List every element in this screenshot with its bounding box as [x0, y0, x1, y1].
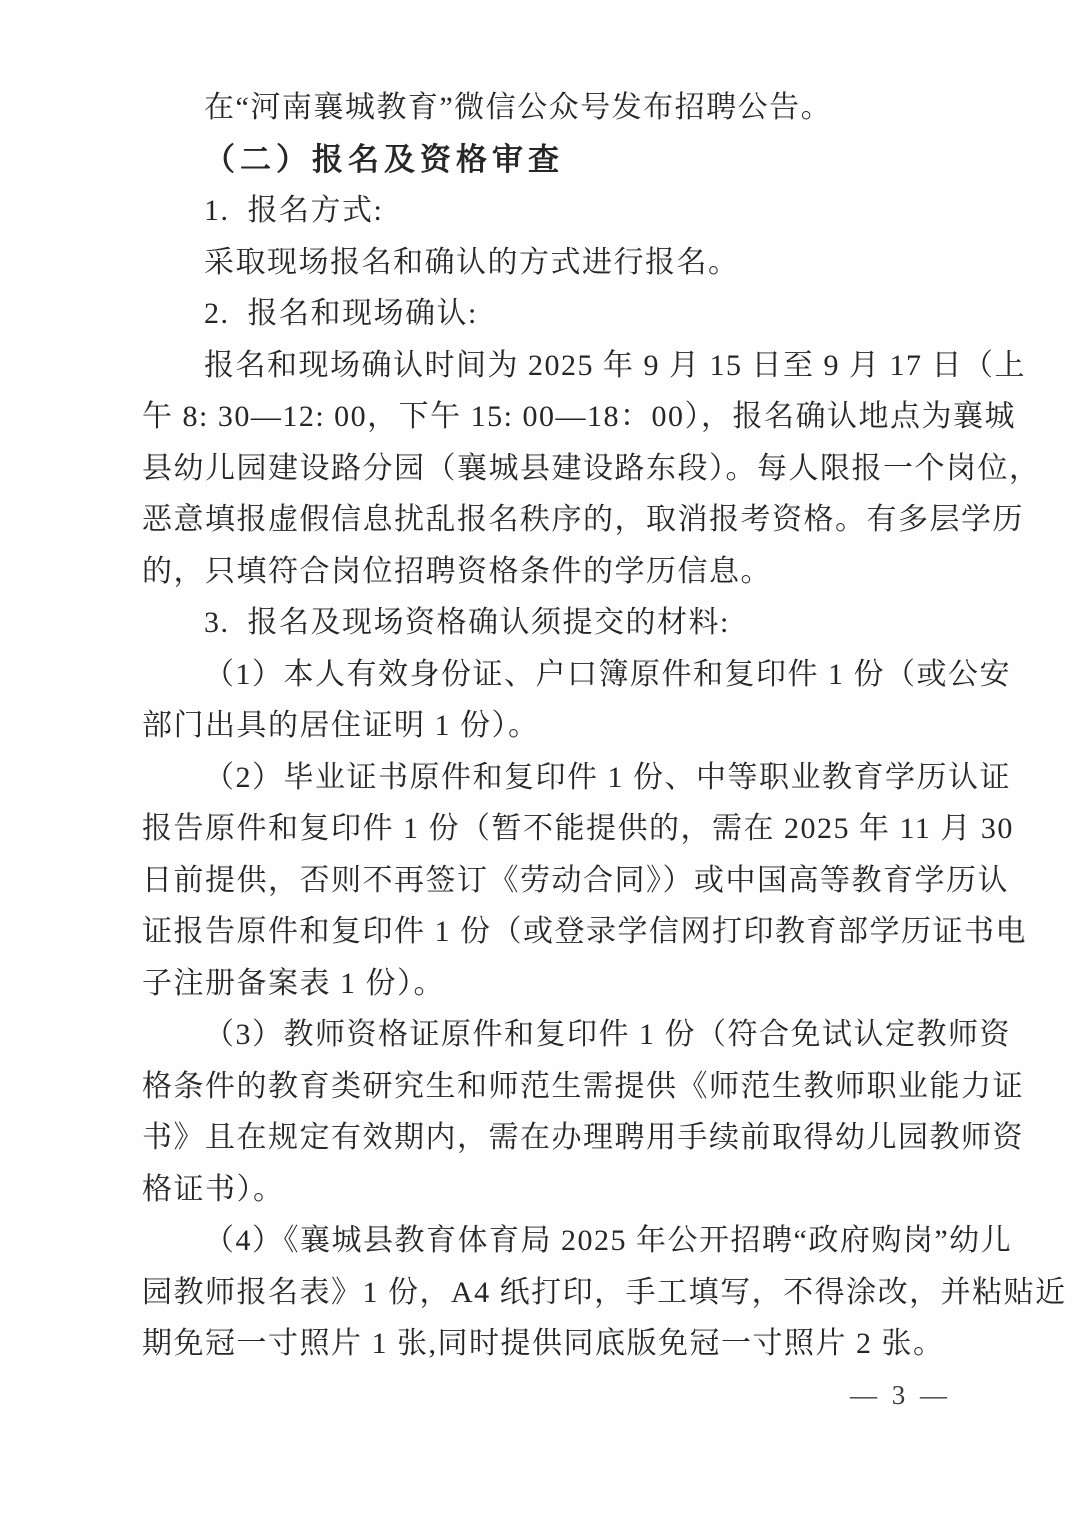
section-heading: （二）报名及资格审查	[204, 141, 564, 177]
page-number: — 3 —	[850, 1380, 951, 1410]
text-line: 午 8: 30—12: 00，下午 15: 00—18：00），报名确认地点为襄城	[142, 400, 1017, 433]
text-line: 报告原件和复印件 1 份（暂不能提供的，需在 2025 年 11 月 30	[142, 812, 1014, 845]
text-line: 采取现场报名和确认的方式进行报名。	[204, 245, 740, 279]
text-line: 在“河南襄城教育”微信公众号发布招聘公告。	[204, 91, 833, 124]
text-line: 县幼儿园建设路分园（襄城县建设路东段）。每人限报一个岗位，	[142, 451, 1041, 485]
text-line: 报名和现场确认时间为 2025 年 9 月 15 日至 9 月 17 日（上	[204, 348, 1026, 382]
text-line: 1. 报名方式:	[204, 194, 384, 227]
document-body	[142, 82, 1067, 1370]
text-line: 3. 报名及现场资格确认须提交的材料:	[204, 606, 730, 639]
text-line: 期免冠一寸照片 1 张,同时提供同底版免冠一寸照片 2 张。	[142, 1327, 945, 1360]
text-line: 园教师报名表》1 份，A4 纸打印，手工填写，不得涂改，并粘贴近	[142, 1275, 1067, 1309]
text-line: 证报告原件和复印件 1 份（或登录学信网打印教育部学历证书电	[142, 915, 1027, 948]
text-line: 格条件的教育类研究生和师范生需提供《师范生教师职业能力证	[142, 1069, 1024, 1103]
text-line: 部门出具的居住证明 1 份）。	[142, 709, 540, 742]
text-line: （2）毕业证书原件和复印件 1 份、中等职业教育学历认证	[204, 760, 1011, 794]
text-line: 书》且在规定有效期内，需在办理聘用手续前取得幼儿园教师资	[142, 1121, 1024, 1154]
text-line: 日前提供，否则不再签订《劳动合同》）或中国高等教育学历认	[142, 863, 1009, 897]
text-line: （1）本人有效身份证、户口簿原件和复印件 1 份（或公安	[204, 657, 1011, 691]
text-line: 子注册备案表 1 份）。	[142, 966, 445, 1000]
text-line: （4）《襄城县教育体育局 2025 年公开招聘“政府购岗”幼儿	[204, 1224, 1013, 1257]
text-line: 恶意填报虚假信息扰乱报名秩序的，取消报考资格。有多层学历	[142, 503, 1024, 536]
text-line: 的，只填符合岗位招聘资格条件的学历信息。	[142, 554, 772, 588]
text-line: （3）教师资格证原件和复印件 1 份（符合免试认定教师资	[204, 1018, 1011, 1051]
text-line: 2. 报名和现场确认:	[204, 297, 478, 330]
text-line: 格证书）。	[142, 1172, 285, 1206]
